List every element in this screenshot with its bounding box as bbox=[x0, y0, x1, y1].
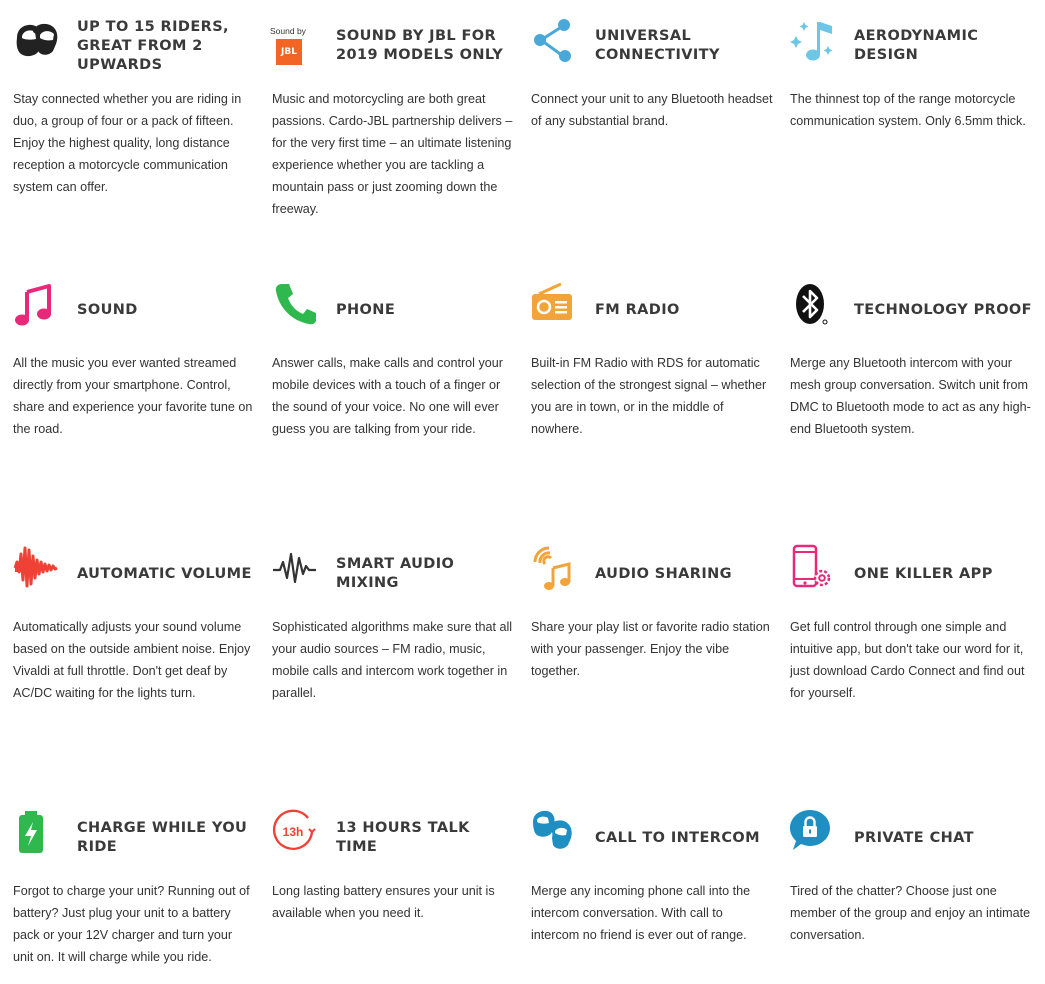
feature-title: 13 HOURS TALK TIME bbox=[336, 820, 470, 855]
feature-title: CHARGE WHILE YOU RIDE bbox=[77, 820, 248, 855]
feature-title: UP TO 15 RIDERS, GREAT FROM 2 UPWARDS bbox=[77, 18, 229, 73]
feature-title: PHONE bbox=[336, 301, 396, 318]
feature-title: UNIVERSAL CONNECTIVITY bbox=[595, 28, 720, 63]
feature-title: ONE KILLER APP bbox=[854, 565, 993, 582]
feature-title: FM RADIO bbox=[595, 301, 680, 318]
jbl-badge: JBL bbox=[276, 39, 302, 65]
feature-connectivity bbox=[531, 16, 776, 128]
phone-gear-icon bbox=[790, 544, 838, 592]
feature-aerodynamic bbox=[790, 16, 1035, 128]
feature-description: Stay connected whether you are riding in duo, a group of four or a pack of fifteen. Enjoy the highest quality, long distance reception a motorcycle communication system can offer. bbox=[13, 92, 242, 194]
feature-title: AUDIO SHARING bbox=[595, 565, 732, 582]
radio-icon bbox=[531, 280, 579, 328]
feature-title: AUTOMATIC VOLUME bbox=[77, 565, 252, 582]
feature-title: SMART AUDIO MIXING bbox=[336, 556, 455, 591]
feature-riders bbox=[13, 16, 258, 194]
bluetooth-icon bbox=[790, 280, 838, 328]
feature-title: SOUND BY JBL FOR 2019 MODELS ONLY bbox=[336, 28, 504, 63]
timer-label: 13h bbox=[282, 825, 304, 839]
feature-fm-radio bbox=[531, 280, 776, 436]
pulse-icon bbox=[272, 544, 320, 592]
feature-description: Forgot to charge your unit? Running out of battery? Just plug your unit to a battery pack or your 12V charger and turn your unit on. It will charge while you ride. bbox=[13, 884, 250, 964]
feature-description: Long lasting battery ensures your unit is available when you need it. bbox=[272, 884, 495, 920]
battery-charge-icon bbox=[13, 808, 61, 856]
feature-description: Music and motorcycling are both great passions. Cardo-JBL partnership delivers – for the very first time – an ultimate listening experience whether you are tackling a mountain pass or just zooming down the freeway. bbox=[272, 92, 513, 216]
feature-description: The thinnest top of the range motorcycle communication system. Only 6.5mm thick. bbox=[790, 92, 1026, 128]
feature-description: Sophisticated algorithms make sure that all your audio sources – FM radio, music, mobile calls and intercom work together in parallel. bbox=[272, 620, 513, 700]
timer-13h-icon bbox=[272, 808, 320, 856]
helmets-blue-icon bbox=[531, 808, 579, 856]
feature-sound bbox=[13, 280, 258, 436]
feature-technology bbox=[790, 280, 1035, 436]
phone-icon bbox=[272, 280, 320, 328]
jbl-caption: Sound by bbox=[270, 26, 306, 36]
feature-description: All the music you ever wanted streamed directly from your smartphone. Control, share and experience your favorite tune on the road. bbox=[13, 356, 253, 436]
feature-talk-time bbox=[272, 808, 517, 920]
feature-killer-app bbox=[790, 544, 1035, 700]
feature-title: CALL TO INTERCOM bbox=[595, 829, 760, 846]
music-note-icon bbox=[13, 280, 61, 328]
feature-description: Share your play list or favorite radio station with your passenger. Enjoy the vibe together. bbox=[531, 620, 770, 678]
feature-phone bbox=[272, 280, 517, 436]
feature-description: Answer calls, make calls and control your mobile devices with a touch of a finger or the sound of your voice. No one will ever guess you are talking from your ride. bbox=[272, 356, 503, 436]
helmets-icon bbox=[13, 16, 61, 64]
share-nodes-icon bbox=[531, 16, 579, 64]
feature-description: Get full control through one simple and intuitive app, but don't take our word for it, just download Cardo Connect and find out for yourself. bbox=[790, 620, 1025, 700]
feature-audio-sharing bbox=[531, 544, 776, 678]
feature-title: PRIVATE CHAT bbox=[854, 829, 974, 846]
feature-title: SOUND bbox=[77, 301, 138, 318]
feature-charge bbox=[13, 808, 258, 964]
feature-title: AERODYNAMIC DESIGN bbox=[854, 28, 979, 63]
feature-description: Tired of the chatter? Choose just one member of the group and enjoy an intimate conversation. bbox=[790, 884, 1031, 942]
feature-description: Automatically adjusts your sound volume based on the outside ambient noise. Enjoy Vivaldi at full throttle. Don't get deaf by AC/DC waiting for the lights turn. bbox=[13, 620, 251, 700]
feature-description: Merge any Bluetooth intercom with your mesh group conversation. Switch unit from DMC to Bluetooth mode to act as any high-end Bluetooth system. bbox=[790, 356, 1031, 436]
sound-wave-icon bbox=[13, 544, 61, 592]
feature-title: TECHNOLOGY PROOF bbox=[854, 301, 1032, 318]
feature-call-intercom bbox=[531, 808, 776, 942]
feature-description: Built-in FM Radio with RDS for automatic selection of the strongest signal – whether you are in town, or in the middle of nowhere. bbox=[531, 356, 767, 436]
feature-private-chat bbox=[790, 808, 1035, 942]
feature-auto-volume bbox=[13, 544, 258, 700]
music-sparkle-icon bbox=[790, 16, 838, 64]
feature-jbl bbox=[270, 16, 517, 216]
lock-chat-icon bbox=[790, 808, 838, 856]
feature-description: Connect your unit to any Bluetooth headset of any substantial brand. bbox=[531, 92, 773, 128]
feature-audio-mixing bbox=[272, 544, 517, 700]
broadcast-music-icon bbox=[531, 544, 579, 592]
feature-description: Merge any incoming phone call into the intercom conversation. With call to intercom no friend is ever out of range. bbox=[531, 884, 751, 942]
jbl-logo-icon bbox=[270, 26, 314, 70]
